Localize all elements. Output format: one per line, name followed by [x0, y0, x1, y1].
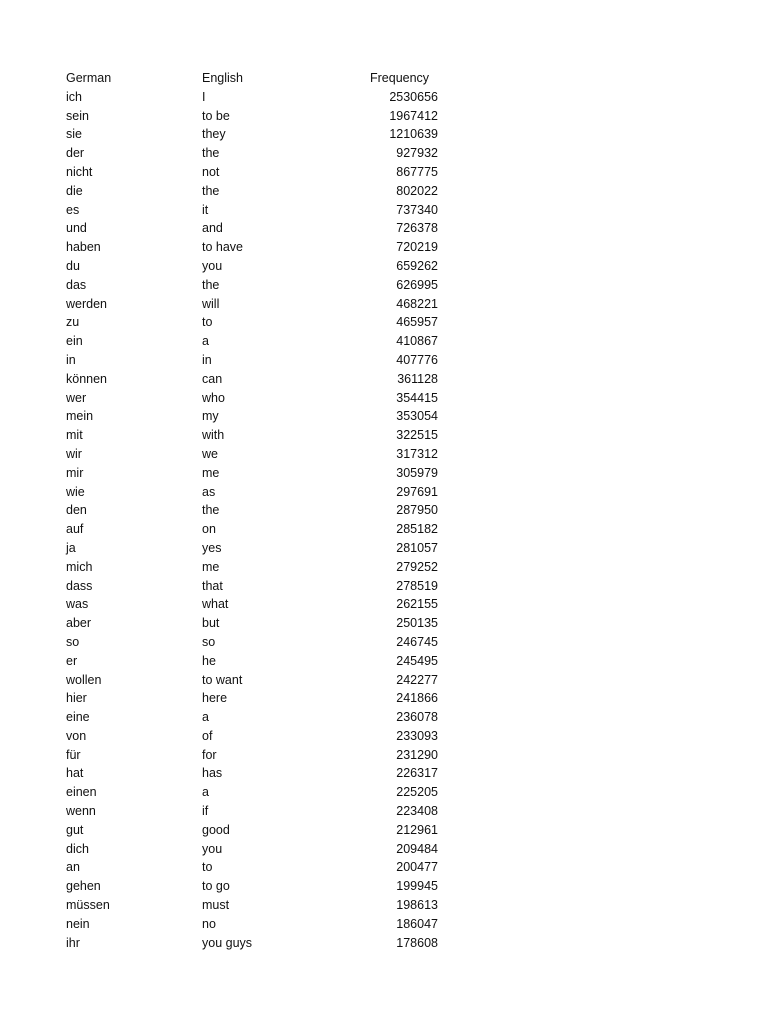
table-row [66, 877, 438, 896]
english-word: I [202, 89, 206, 104]
table-row [66, 783, 438, 802]
german-word: hier [66, 691, 87, 706]
english-word: me [202, 465, 220, 480]
english-word: the [202, 183, 220, 198]
table-row [66, 614, 438, 633]
german-word: der [66, 146, 85, 161]
frequency-value: 246745 [396, 634, 438, 649]
english-word: to want [202, 672, 243, 687]
english-word: the [202, 146, 220, 161]
frequency-value: 737340 [396, 202, 438, 217]
frequency-value: 1210639 [389, 127, 438, 142]
german-word: zu [66, 315, 80, 330]
german-word: für [66, 747, 81, 762]
frequency-value: 407776 [396, 352, 438, 367]
frequency-value: 233093 [396, 728, 438, 743]
table-row [66, 163, 438, 182]
frequency-value: 186047 [396, 916, 438, 931]
table-row [66, 295, 438, 314]
german-word: wollen [66, 672, 102, 687]
table-row [66, 501, 438, 520]
english-word: of [202, 728, 213, 743]
table-row [66, 88, 438, 107]
german-word: können [66, 371, 108, 386]
table-row [66, 520, 438, 539]
table-row [66, 595, 438, 614]
english-word: to [202, 315, 213, 330]
german-word: sein [66, 108, 89, 123]
table-row [66, 332, 438, 351]
english-word: the [202, 503, 220, 518]
english-word: the [202, 277, 220, 292]
german-word: eine [66, 710, 90, 725]
english-word: a [202, 710, 209, 725]
frequency-value: 212961 [396, 822, 438, 837]
english-word: on [202, 522, 216, 537]
english-word: if [202, 804, 209, 819]
english-word: a [202, 334, 209, 349]
german-word: wer [66, 390, 87, 405]
table-row [66, 426, 438, 445]
table-row [66, 539, 438, 558]
german-word: nein [66, 916, 90, 931]
frequency-value: 262155 [396, 597, 438, 612]
english-word: yes [202, 540, 222, 555]
table-row [66, 689, 438, 708]
table-row [66, 107, 438, 126]
table-row [66, 633, 438, 652]
english-word: we [202, 446, 218, 461]
german-word: von [66, 728, 87, 743]
german-word: aber [66, 616, 92, 631]
english-word: and [202, 221, 223, 236]
table-row [66, 201, 438, 220]
german-word: an [66, 860, 80, 875]
table-row [66, 577, 438, 596]
frequency-value: 726378 [396, 221, 438, 236]
english-word: to be [202, 108, 230, 123]
german-word: mir [66, 465, 84, 480]
table-row [66, 351, 438, 370]
frequency-value: 223408 [396, 804, 438, 819]
frequency-value: 209484 [396, 841, 438, 856]
german-word: den [66, 503, 87, 518]
table-row [66, 313, 438, 332]
frequency-value: 200477 [396, 860, 438, 875]
german-word: gehen [66, 879, 101, 894]
english-word: he [202, 653, 216, 668]
english-word: no [202, 916, 216, 931]
german-word: werden [66, 296, 107, 311]
frequency-value: 410867 [396, 334, 438, 349]
table-row [66, 934, 438, 953]
frequency-value: 354415 [396, 390, 438, 405]
table-row [66, 840, 438, 859]
german-word: sie [66, 127, 82, 142]
header-row [66, 69, 438, 88]
german-word: es [66, 202, 80, 217]
english-word: has [202, 766, 223, 781]
english-word: will [202, 296, 220, 311]
english-word: as [202, 484, 216, 499]
frequency-value: 626995 [396, 277, 438, 292]
frequency-value: 317312 [396, 446, 438, 461]
table-row [66, 389, 438, 408]
english-word: to have [202, 240, 244, 255]
english-word: good [202, 822, 230, 837]
frequency-value: 242277 [396, 672, 438, 687]
frequency-value: 226317 [396, 766, 438, 781]
german-word: die [66, 183, 83, 198]
english-word: but [202, 616, 220, 631]
german-word: dich [66, 841, 89, 856]
german-word: das [66, 277, 87, 292]
german-word: wir [66, 446, 82, 461]
frequency-value: 178608 [396, 935, 438, 950]
table-row [66, 219, 438, 238]
german-word: mich [66, 559, 93, 574]
frequency-value: 236078 [396, 710, 438, 725]
table-row [66, 144, 438, 163]
frequency-value: 305979 [396, 465, 438, 480]
frequency-value: 287950 [396, 503, 438, 518]
german-word: haben [66, 240, 101, 255]
english-word: so [202, 634, 216, 649]
table-row [66, 370, 438, 389]
table-row [66, 558, 438, 577]
table-row [66, 764, 438, 783]
german-word: er [66, 653, 78, 668]
english-word: to go [202, 879, 230, 894]
german-word: ich [66, 89, 82, 104]
german-word: mit [66, 428, 83, 443]
frequency-value: 241866 [396, 691, 438, 706]
english-word: for [202, 747, 217, 762]
frequency-value: 1967412 [389, 108, 438, 123]
frequency-value: 468221 [396, 296, 438, 311]
english-word: my [202, 409, 219, 424]
english-word: it [202, 202, 209, 217]
german-column-header: German [66, 71, 112, 85]
frequency-value: 250135 [396, 616, 438, 631]
english-word: in [202, 352, 212, 367]
frequency-value: 279252 [396, 559, 438, 574]
table-row [66, 858, 438, 877]
english-word: with [202, 428, 225, 443]
table-row [66, 407, 438, 426]
english-column-header: English [202, 71, 243, 85]
frequency-value: 465957 [396, 315, 438, 330]
english-word: they [202, 127, 226, 142]
english-word: who [202, 390, 225, 405]
frequency-value: 867775 [396, 164, 438, 179]
english-word: can [202, 371, 223, 386]
german-word: so [66, 634, 80, 649]
german-word: in [66, 352, 76, 367]
table-row [66, 276, 438, 295]
frequency-value: 353054 [396, 409, 438, 424]
table-row [66, 182, 438, 201]
english-word: what [202, 597, 229, 612]
german-word: und [66, 221, 87, 236]
frequency-value: 285182 [396, 522, 438, 537]
frequency-value: 231290 [396, 747, 438, 762]
frequency-value: 322515 [396, 428, 438, 443]
german-word: müssen [66, 898, 110, 913]
table-row [66, 257, 438, 276]
frequency-value: 297691 [396, 484, 438, 499]
table-row [66, 802, 438, 821]
german-word: mein [66, 409, 94, 424]
frequency-value: 281057 [396, 540, 438, 555]
frequency-value: 198613 [396, 898, 438, 913]
frequency-value: 245495 [396, 653, 438, 668]
word-frequency-table [66, 69, 438, 952]
frequency-value: 278519 [396, 578, 438, 593]
german-word: auf [66, 522, 84, 537]
english-word: that [202, 578, 223, 593]
frequency-value: 802022 [396, 183, 438, 198]
english-word: you [202, 841, 223, 856]
english-word: me [202, 559, 220, 574]
german-word: wie [66, 484, 85, 499]
german-word: nicht [66, 164, 93, 179]
english-word: you [202, 258, 223, 273]
table-row [66, 238, 438, 257]
table-row [66, 652, 438, 671]
german-word: ihr [66, 935, 80, 950]
table-row [66, 125, 438, 144]
german-word: gut [66, 822, 84, 837]
english-word: must [202, 898, 230, 913]
german-word: was [66, 597, 89, 612]
english-word: you guys [202, 935, 253, 950]
frequency-value: 927932 [396, 146, 438, 161]
english-word: a [202, 785, 209, 800]
table-row [66, 483, 438, 502]
german-word: wenn [66, 804, 96, 819]
english-word: to [202, 860, 213, 875]
frequency-value: 225205 [396, 785, 438, 800]
german-word: ein [66, 334, 83, 349]
frequency-value: 659262 [396, 258, 438, 273]
table-row [66, 727, 438, 746]
english-word: here [202, 691, 228, 706]
table-row [66, 671, 438, 690]
frequency-column-header: Frequency [370, 71, 430, 85]
table-row [66, 708, 438, 727]
frequency-value: 2530656 [389, 89, 438, 104]
german-word: einen [66, 785, 97, 800]
german-word: hat [66, 766, 84, 781]
german-word: dass [66, 578, 93, 593]
table-row [66, 746, 438, 765]
german-word: du [66, 258, 80, 273]
frequency-value: 720219 [396, 240, 438, 255]
frequency-value: 199945 [396, 879, 438, 894]
frequency-value: 361128 [397, 371, 438, 386]
table-row [66, 896, 438, 915]
table-row [66, 821, 438, 840]
table-row [66, 464, 438, 483]
table-body [66, 88, 438, 953]
table-row [66, 445, 438, 464]
table-row [66, 915, 438, 934]
german-word: ja [66, 540, 76, 555]
english-word: not [202, 164, 220, 179]
